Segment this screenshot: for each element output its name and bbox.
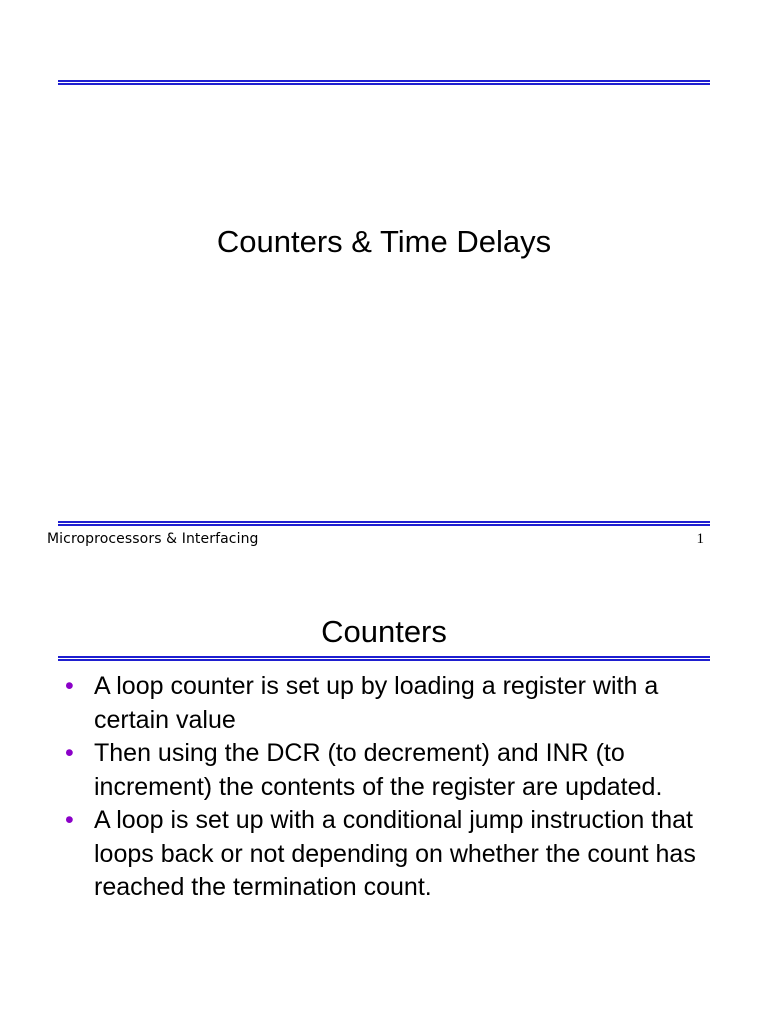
slide1-top-rule: [58, 80, 710, 85]
bullet-icon: •: [65, 739, 74, 767]
page-number: 1: [696, 531, 704, 547]
bullet-text: Then using the DCR (to decrement) and INR (to increment) the contents of the register are updated.: [94, 739, 663, 801]
list-item: [60, 804, 720, 905]
slide2-title-rule: [58, 656, 710, 661]
list-item: [60, 670, 720, 737]
list-item: [60, 737, 720, 804]
bullet-icon: •: [65, 806, 74, 834]
bullet-list: [60, 670, 720, 905]
footer-course-name: Microprocessors & Interfacing: [47, 531, 259, 547]
bullet-text: A loop counter is set up by loading a register with a certain value: [94, 672, 659, 734]
bullet-text: A loop is set up with a conditional jump instruction that loops back or not depending on whether the count has reached the termination count.: [94, 806, 696, 901]
slide1-title: Counters & Time Delays: [216, 224, 552, 259]
slide2-title: Counters: [321, 614, 447, 649]
slide1-bottom-rule: [58, 521, 710, 526]
bullet-icon: •: [65, 672, 74, 700]
